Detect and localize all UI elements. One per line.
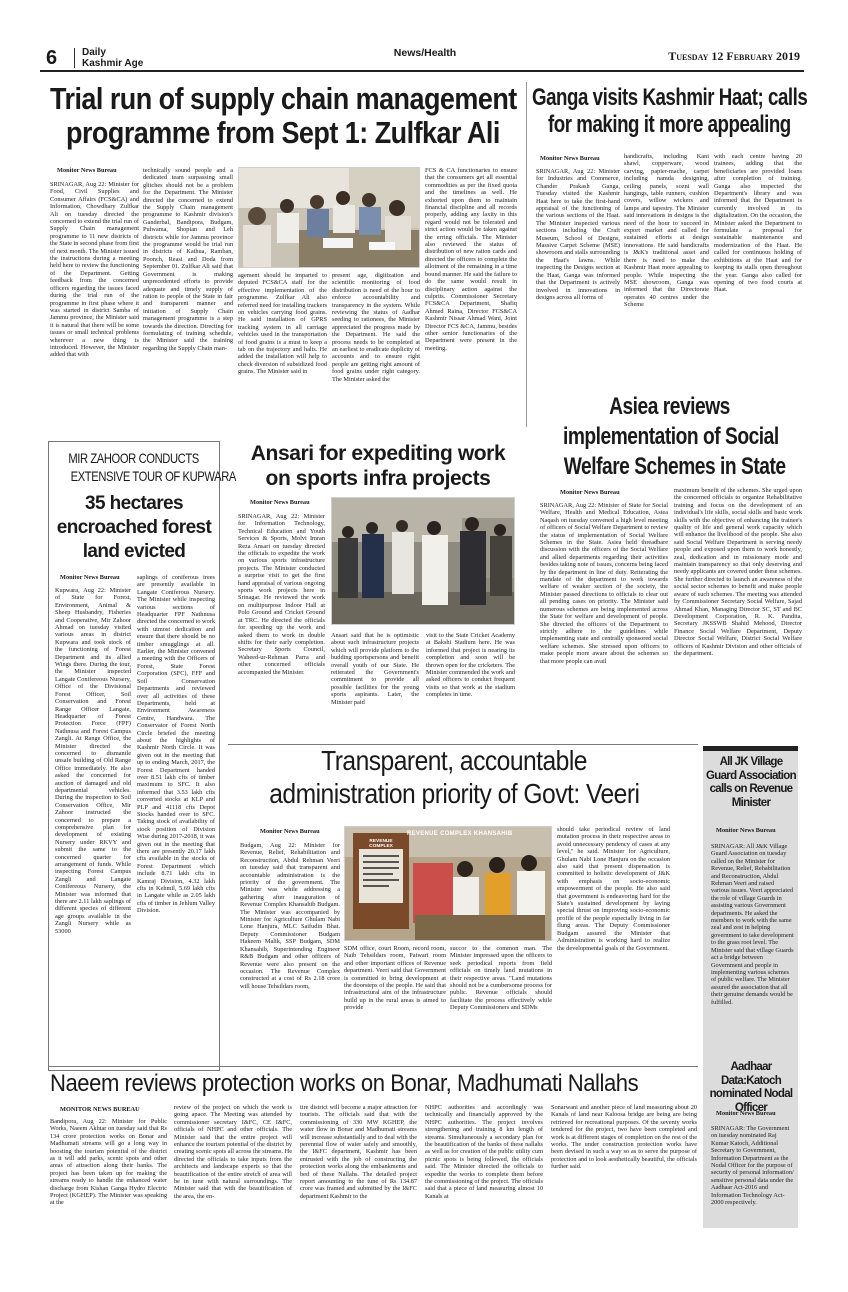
- page-number: 6: [46, 47, 58, 69]
- asiea-headline: [536, 392, 802, 482]
- supply-chain-col5: FCS & CA functionaries to ensure that the consumers get all essential commodities as per the fixed quota and the timelines as well. He exhorted upon them to maintain financial discipline and all records properly, adding any laxity in this regard would not be tolerated and strict action would be taken against the erring officials. The Minister also reviewed the status of distribution of new ration cards and directed the officers to complete the allotment of the remaining in a time bound manner. He said the failure to do the same would result in disciplinary action against the culprits. Commissioner Secretary FCS&CA Department, Shafiq Ahmed Raina, Director FCS&CA Kashmir Nissar Ahmad Wani, Joint Director FCS &CA, Jammu, besides other senior functionaries of the Department were present in the meeting.: [425, 167, 517, 352]
- asiea-headline-line3: Welfare Schemes in State: [563, 453, 786, 480]
- masthead: [40, 44, 804, 72]
- meeting-photo: [238, 167, 420, 268]
- masthead-divider: [74, 48, 75, 68]
- supply-chain-col1: SRINAGAR, Aug 22: Minister for Food, Civil Supplies and Consumer Affairs (FCS&CA) and Information, Chowdhary Zulfkar Ali on tuesday directed the concerned to extend the trial run of Supply Chain management programme to 11 new districts of the State in second phase from first of next month. The Minister issued the instructions during a meeting held here to review the functioning of the Department. Getting feedback from the concerned officers regarding the issues faced during the trial run of the programme in first phase where it was started in district Samba of Jammu province, the Minister said it is natural that there will be some issues or small technical problems wherever a new thing is introduced. However, the Minister added that with: [50, 181, 139, 359]
- mir-zahoor-col2: saplings of coniferous trees are presently available in Langate Coniferous Nursery. The Minister while inspecting various sections of Headquarter FPF Nathnusa directed the concerned to work with utmost dedication and ensure that there should be no timber smugglings at all. Earlier, the Minister convened a meeting with the Officers of Forest, State Forest Corporation (SFC), FFF and Soil Conservation Departments and reviewed over all activities of these Departments, held at Environment Awareness Centre, Handwara. The Conservator of Forest North Circle briefed the meeting about the highlights of Kashmir North Circle. It was given out in the meeting that up to ending March, 2017, the Forest Department handed over 8.51 lakh cfts of timber maximum to SFC. It also informed that 3.53 lakh cfts converted stocks at KLP and PLP and 41118 cfts Depot Stocks handed over to SFC. Taking stock of availability of stock position of Division Wise during 2017-2018, it was given out in the meeting that there are presently 20.17 lakh cfts available in the stocks of Forest Department which include 8.71 lakh cfts in Kamraj Division, 4.32 lakh cfts in Kehmil, 5.69 lakh cfts in Langate while as 2.05 lakh cfts of timber in Jehlum Valley Division.: [137, 574, 215, 915]
- asiea-col1: SRINAGAR, Aug 22: Minister of State for Social Welfare, Health and Medical Education, Asiea Naqash on tuesday convened a high level meeting of officers of Social Welfare Department to review the status of implementation of Social Welfare Schemes in the State. Asiea held threadbare discussion with the officers of the Social Welfare and allied departments regarding their activities besides taking note of issues, concerns being faced by the department in line of duty. Reiterating the mandate of the department to work towards welfare of weaker section of the society, the Minister passed directions to officials to clear out all pending cases on priority. The Minister said numerous schemes are being implemented across the State for welfare and development of people. She directed the officers of the Department to strictly adhere to the guidelines while implementing state and centrally sponsored social welfare schemes. She stressed upon officers to make people more aware about the schemes so that more people can avail: [540, 502, 668, 665]
- veeri-headline-line1: Transparent, accountable: [321, 745, 587, 776]
- sports-visit-photo: [331, 497, 515, 625]
- veeri-col3: succor to the common man. The Minister impressed upon the officers to seek periodical reports from field officials on timely land mutations in their respective areas. "Land mutations should not be a cumbersome process for public. Revenue officials should facilitate the process effectively while Deputy Commissioners and SDMs: [450, 945, 552, 1012]
- ganga-col3: with each centre having 20 trainees, adding that the beneficiaries are provided loans after completion of training. Ganga also inspected the Department's library and was informed that the Department is currently involved in its digitalization. On the occasion, the Minister asked the Department to formulate a proposal for sustainable maintenance and modernization of the Haat. He called for continuous holding of exhibitions at the Haat and for keeping its stalls open throughout the year. Ganga also called for opening of two food courts at Haat.: [714, 153, 802, 294]
- ganga-headline-line1: Ganga visits Kashmir Haat; calls: [532, 84, 808, 111]
- mir-zahoor-byline: Monitor News Bureau: [60, 574, 120, 581]
- mir-zahoor-kicker-line2: EXTENSIVE TOUR OF KUPWARA: [70, 468, 236, 484]
- issue-date: Tuesday 12 February 2019: [668, 49, 800, 63]
- ansari-col1: SRINAGAR, Aug 22: Minister for Information Technology, Technical Education and Youth Services & Sports, Molvi Imran Reza Ansari on tuesday directed the officials to expedite the work on various sports infrastructure projects. The Minister conducted a surprise visit to get the first hand appraisal of various ongoing sports work projects here in Srinagar. He reviewed the work on multipurpose Indoor Hall at Polo Ground and Cricket Ground at TRC. He directed the officials for speeding up the work and asked them to work in double shifts for their early completion. Secretary Sports Council, Waheed-ur-Rehman Parra and other concerned officials accompanied the Minister.: [238, 513, 325, 676]
- supply-chain-headline: [50, 82, 520, 158]
- ganga-byline: Monitor News Bureau: [540, 155, 600, 162]
- naeem-col1: Bandipora, Aug 22: Minister for Public Works, Naeem Akhtar on tuesday said that Rs 134 crore protection works on Bonar and Madhumati streams will go a long way in boosting the tourism potential of the district as it will add parks, scenic spots and other areas of attraction along their banks. The project has been taken up for making the streams ready to handle the enhanced water discharge from Kishan Ganga Hydro Electric Project (KGHEP). The Minister was speaking at the: [50, 1118, 167, 1207]
- mir-zahoor-headline-line3: land evicted: [82, 541, 186, 562]
- guard-byline: Monitor News Bureau: [716, 827, 776, 834]
- mir-zahoor-col1: Kupwara, Aug 22: Minister of State for Forest, Environment, Animal & Sheep Husbandry, Fisheries and Cooperative, Mir Zahoor Ahmad on tuesday visited various areas in district Kupwara and took stock of the functioning of Forest Department and its allied Wings there. During the tour, the Minister inspected Langate Conifereous Nursery, Office of the Divisional Forest Officer, Soil Conservation and Forest Range Officer Langate, Headquarter of Forest Protection Force (FPF) Nathnusa and Forest Campus Zangli. At Range Office, the Minister directed the concerned to dismantle unsafe building of Old Range Office immediately. He also asked the concerned for auction of damaged and old departmental vehicles. During the inspection to Soil Conservation Office, Mir Zahoor instructed the concerned to prepare a comprehensive plan for development of existing Nursery under RKVY and submit the same to the concerned quarter for arrangement of funds. While inspecting Forest Campus Zangli and Langate Conifereous Nursery, the Minister was informed that there are 2.11 lakh saplings of different species of different age groups available in the Zangli Nursery while as 53000: [55, 587, 131, 935]
- section-label: News/Health: [393, 47, 457, 59]
- asiea-col2: maximum benefit of the schemes. She urged upon the concerned officials to organize Rehabilitative training and focus on the development of an individual's life skills, social skills and basic work skills with the objective of enhancing the trainee's quality of life and general work capacity which will enhance the livelihood of the people. She also said Social Welfare Department is serving needy people and exposed upon them to work honestly, zeal, dedication and in missionary mode and maintain transparency so that only deserving and needy applicants are covered under these schemes. She further directed to launch an awareness of the social sector schemes to benefit and make people aware of such schemes. The meeting was attended by Commissioner Secretary Social Welfare, Sajad Ahmad Khan, Managing Director SC, ST and BC Development Corporation, R. K. Pandita, Secretary JKSSWB Shahid Mehood, Director Finance Social Welfare Department, Deputy Director Social Welfare, District Social Welfare officers of Kashmir Division and other officials of the department.: [674, 487, 802, 657]
- supply-chain-col2: technically sound people and a dedicated team surpassing small glitches should not be a problem for the Department. The Minister directed the concerned to extend the Supply Chain management programme to Kashmir division's Ganderbal, Bandipora, Budgam, Pulwama, Shopian and Leh districts while for Jammu province the programme would be trial run in districts of Kathua, Ramban, Poonch, Reasi and Doda from September 01. Zulfkar Ali said that Government is making unprecedented efforts to provide adequate and timely supply of ration to people of the State in fair and transparent manner and initiation of Supply Chain management programme is a step towards the direction. Directing for formulating of training schedule, the Minister said the training regarding the Supply Chain man-: [143, 167, 233, 352]
- supply-chain-col4: present age, digitization and scientific monitoring of food distribution is need of the hour to enforce accountability and transparency in the system. While reviewing the status of Aadhar seeding to rationees, the Minister appreciated the progress made by the Department. He said the process needs to be completed at an earliest to eradicate duplicity of accounts and to ensure right people are getting right amount of food grains under right category. The Minister asked the: [332, 272, 420, 383]
- ganga-headline: [532, 84, 808, 144]
- naeem-byline: MONITOR NEWS BUREAU: [60, 1106, 140, 1113]
- ansari-col2: Ansari said that he is optimistic about such infrastructure projects which will provide platform to the budding sportspersons and benefit overall youth of our State. He reiterated the Government's commitment to provide all possible facilities for the young sports aspirants. Later, the Minister paid: [331, 632, 419, 706]
- mir-zahoor-headline-line1: 35 hectares: [85, 493, 183, 514]
- guard-body: SRINAGAR: All J&K Village Guard Association on tuesday called on the Minister for Revenue, Relief, Rehabilitation and Reconstruction, Abdul Rehman Veeri and raised various issues. Veeri appreciated the role of village Guards in assisting various Government departments. He asked the members to work with the same zeal and zest in helping government to take development to the grass root level. The Minister said that village Guards act a bridge between Government and people in implementing various schemes of public welfare. The Minister assured the association that all their genuine demands would be fulfilled.: [711, 843, 794, 1006]
- veeri-col4: should take periodical review of land mutation process in their respective areas to avoid unnecessary pendency of cases at any level," he said. Minister for Agriculture, Ghulam Nabi Lone Hanjura on the occasion also said that present dispensation is committed to holistic development of J&K with emphasis on socio-economic empowerment of the people. He also said that government is endeavoring hard for the State's sustained development by laying special thrust on improving socio-economic profile of the people especially living in far flung areas. The Deputy Commissioner Budgam assured the Minister that Administration is working hard to realize the developmental goals of the Government.: [557, 826, 670, 952]
- ansari-headline: [226, 441, 530, 491]
- paper-name: [82, 47, 143, 69]
- aadhaar-byline: Monitor News Bureau: [716, 1110, 776, 1117]
- ansari-col3: visit to the State Cricket Academy at Bakshi Stadium here. He was informed that project is nearing its completion and soon will be thrown open for the cricketers. The Minister commended the work and asked officers to conduct frequent visits so that work at the stadium completes in time.: [426, 632, 515, 699]
- asiea-headline-line2: implementation of Social: [562, 423, 779, 450]
- ganga-col1: SRINAGAR, Aug 22: Minister for Industries and Commerce, Chander Prakash Ganga, Tuesday visited the Kashmir Haat here to take the first-hand appraisal of the functioning of the various sections of the Haat. The Minister inspected various sections including the Craft Museum, School of Designs, Massive Carpet Scheme (MSE) showroom and stalls surrounding the Haat's lawns. While inspecting the Designs section at the Haat, Ganga was informed that the Department is actively involved in innovations in designs across all forms of: [536, 168, 620, 301]
- paper-name-line1: Daily: [82, 47, 106, 58]
- paper-name-line2: Kashmir Age: [82, 58, 144, 69]
- naeem-col5: Sonarwani and another piece of land measuring about 20 Kanals of land near Kaloosa bridge are being are being retrieved for recreational purposes. Of the seventy works tendered for the project, two have been completed and work is at different stages of completion on the rest of the works. The under construction protection works have been devised in such a way so as to serve the purpose of protection and to look aesthetically beautiful, the officials further said.: [551, 1104, 697, 1171]
- bottom-section-rule: [48, 1066, 698, 1067]
- naeem-col3: tire district will become a major attraction for tourists. The officials said that with the commissioning of 330 MW KGHEP, the water flow in Bonar and Madhumati streams will increase substantially and to deal with the perennial flow of water safely and smoothly, the I&FC department, Kashmir has been entrusted with the job of constructing the protection works along the embankments and bed of these Nallahs. The detailed project report amounting to the tune of Rs 134.87 crore was framed and submitted by the I&FC department Kashmir to the: [300, 1104, 417, 1200]
- masthead-rule: [40, 70, 804, 72]
- mir-zahoor-kicker: [50, 450, 236, 486]
- ansari-byline: Monitor News Bureau: [250, 499, 310, 506]
- ganga-headline-line2: for making it more appealing: [548, 111, 791, 138]
- mir-zahoor-kicker-line1: MIR ZAHOOR CONDUCTS: [68, 450, 200, 466]
- supply-chain-col3: agement should be imparted to deputed FCS&CA staff for the effective implementation of the programme. Zulfkar Ali also referred need for installing trackers on vehicles carrying food grains. He said installation of GPRS tracking system in all carriage vehicles used in the transportation of food grains is a must to keep a tab on the trajectory and halts. He added the installation will help to check diversion of subsidized food grains. The Minister said in: [238, 272, 327, 376]
- asiea-byline: Monitor News Bureau: [560, 489, 620, 496]
- veeri-headline: [228, 744, 680, 810]
- supply-chain-headline-line2: programme from Sept 1: Zulfkar Ali: [66, 115, 500, 150]
- veeri-byline: Monitor News Bureau: [260, 828, 320, 835]
- revenue-plaque-title: REVENUE COMPLEX: [369, 839, 393, 849]
- ansari-headline-line2: on sports infra projects: [265, 467, 491, 490]
- naeem-col2: review of the project on which the work is going apace. The Meeting was attended by commissioner secretary I&FC, CE I&FC, officials of NHPC and other officials. The Minister said that the entire project will enhance the tourism potential of the district by creating scenic spots all across the streams. He directed the officials to take inputs from the architects and landscape experts so that the beautification of the entire stretch of area will be in tune with natural surroundings. The Minister said that with the beautification of the area, the en-: [174, 1104, 292, 1200]
- mir-zahoor-headline-line2: encroached forest: [56, 517, 212, 538]
- veeri-col2: SDM office, court Room, record room, Naib Tehsildars room, Patwari room and other important offices of Revenue department. Veeri said that Government is committed to bring development at the doorsteps of the people. He said that infrastructural aim of the infrastructure build up in the rural areas is aimed to provide: [344, 945, 446, 1012]
- ansari-headline-line1: Ansari for expediting work: [250, 442, 506, 465]
- revenue-complex-photo: [344, 826, 552, 941]
- naeem-headline: Naeem reviews protection works on Bonar, Madhumati Nallahs: [50, 1070, 639, 1097]
- naeem-col4: NHPC authorities and accordingly was technically and financially approved by the NHPC authorities. The project involves strengthening and training 8 km length of streams. Simultaneously a secondary plan for the beautification of the banks of these nallahs as well as for creation of the public utility cum picnic spots is being followed, the officials said. The Minister directed the officials to expedite the works to complete them before the commissioning of the project. The officials said that a piece of land measuring almost 10 Kanals at: [425, 1104, 543, 1200]
- aadhaar-body: SRINAGAR: The Government on tuesday nominated Raj Kumar Katoch, Additional Secretary to Government, Information Department as the Nodal Officer for the purpose of security of personal information/ sensitive personal data under the Aadhaar Act-2016 and Information Technology Act-2000 respectively.: [711, 1125, 794, 1207]
- guard-headline: All JK Village Guard Association calls on Revenue Minister: [706, 756, 796, 809]
- supply-chain-headline-line1: Trial run of supply chain management: [50, 81, 517, 116]
- aadhaar-headline: Aadhaar Data:Katoch nominated Nodal Officer: [709, 1061, 793, 1114]
- supply-chain-byline: Monitor News Bureau: [57, 167, 117, 174]
- mir-zahoor-headline: [50, 492, 218, 564]
- sidebar-top-bar: [703, 746, 798, 751]
- veeri-col1: Budgam, Aug 22: Minister for Revenue, Relief, Rehabilitation and Reconstruction, Abdul Rehman Veeri on tuesday said that transparent and accountable administration is the priority of the government. The Minister was while addressing a gathering after inauguration of Revenue Complex Khansahib Budgam. The Minister was accompanied by Minister for Agriculture Ghulam Nabi Lone Hanjura, MLC Saifudin Bhat. Deputy Commissioner Budgam Hakeem Malik, SSP Budgam, SDM Khansahib, Superintending Engineer R&B Budgam and other officers of Revenue were also present on the occasion. The Revenue Complex constructed at a cost of Rs 2.18 crore will house Tehsildars room,: [240, 842, 340, 990]
- veeri-headline-line2: administration priority of Govt: Veeri: [268, 778, 640, 809]
- revenue-complex-banner: REVENUE COMPLEX KHANSAHIB: [407, 831, 513, 837]
- column-divider: [526, 82, 527, 427]
- asiea-headline-line1: Asiea reviews: [608, 393, 730, 420]
- ganga-col2: handicrafts, including Kani shawl, copperware, wood carving, papier-mache, carpet including namda designing, ceiling panels, sozni wall hangings, table runners, cushion covers, willow wickers and lamps and tapestry. The Minister said innovations in designs is the need of the hour to succeed in export market and called for sustained efforts at design innovations. He said handicrafts is J&K's traditional asset and there is need to make the Kashmir Haat more appealing to people. While inspecting the MSE showroom, Ganga was informed that the Directorate operates 40 centres under the Scheme: [624, 153, 709, 309]
